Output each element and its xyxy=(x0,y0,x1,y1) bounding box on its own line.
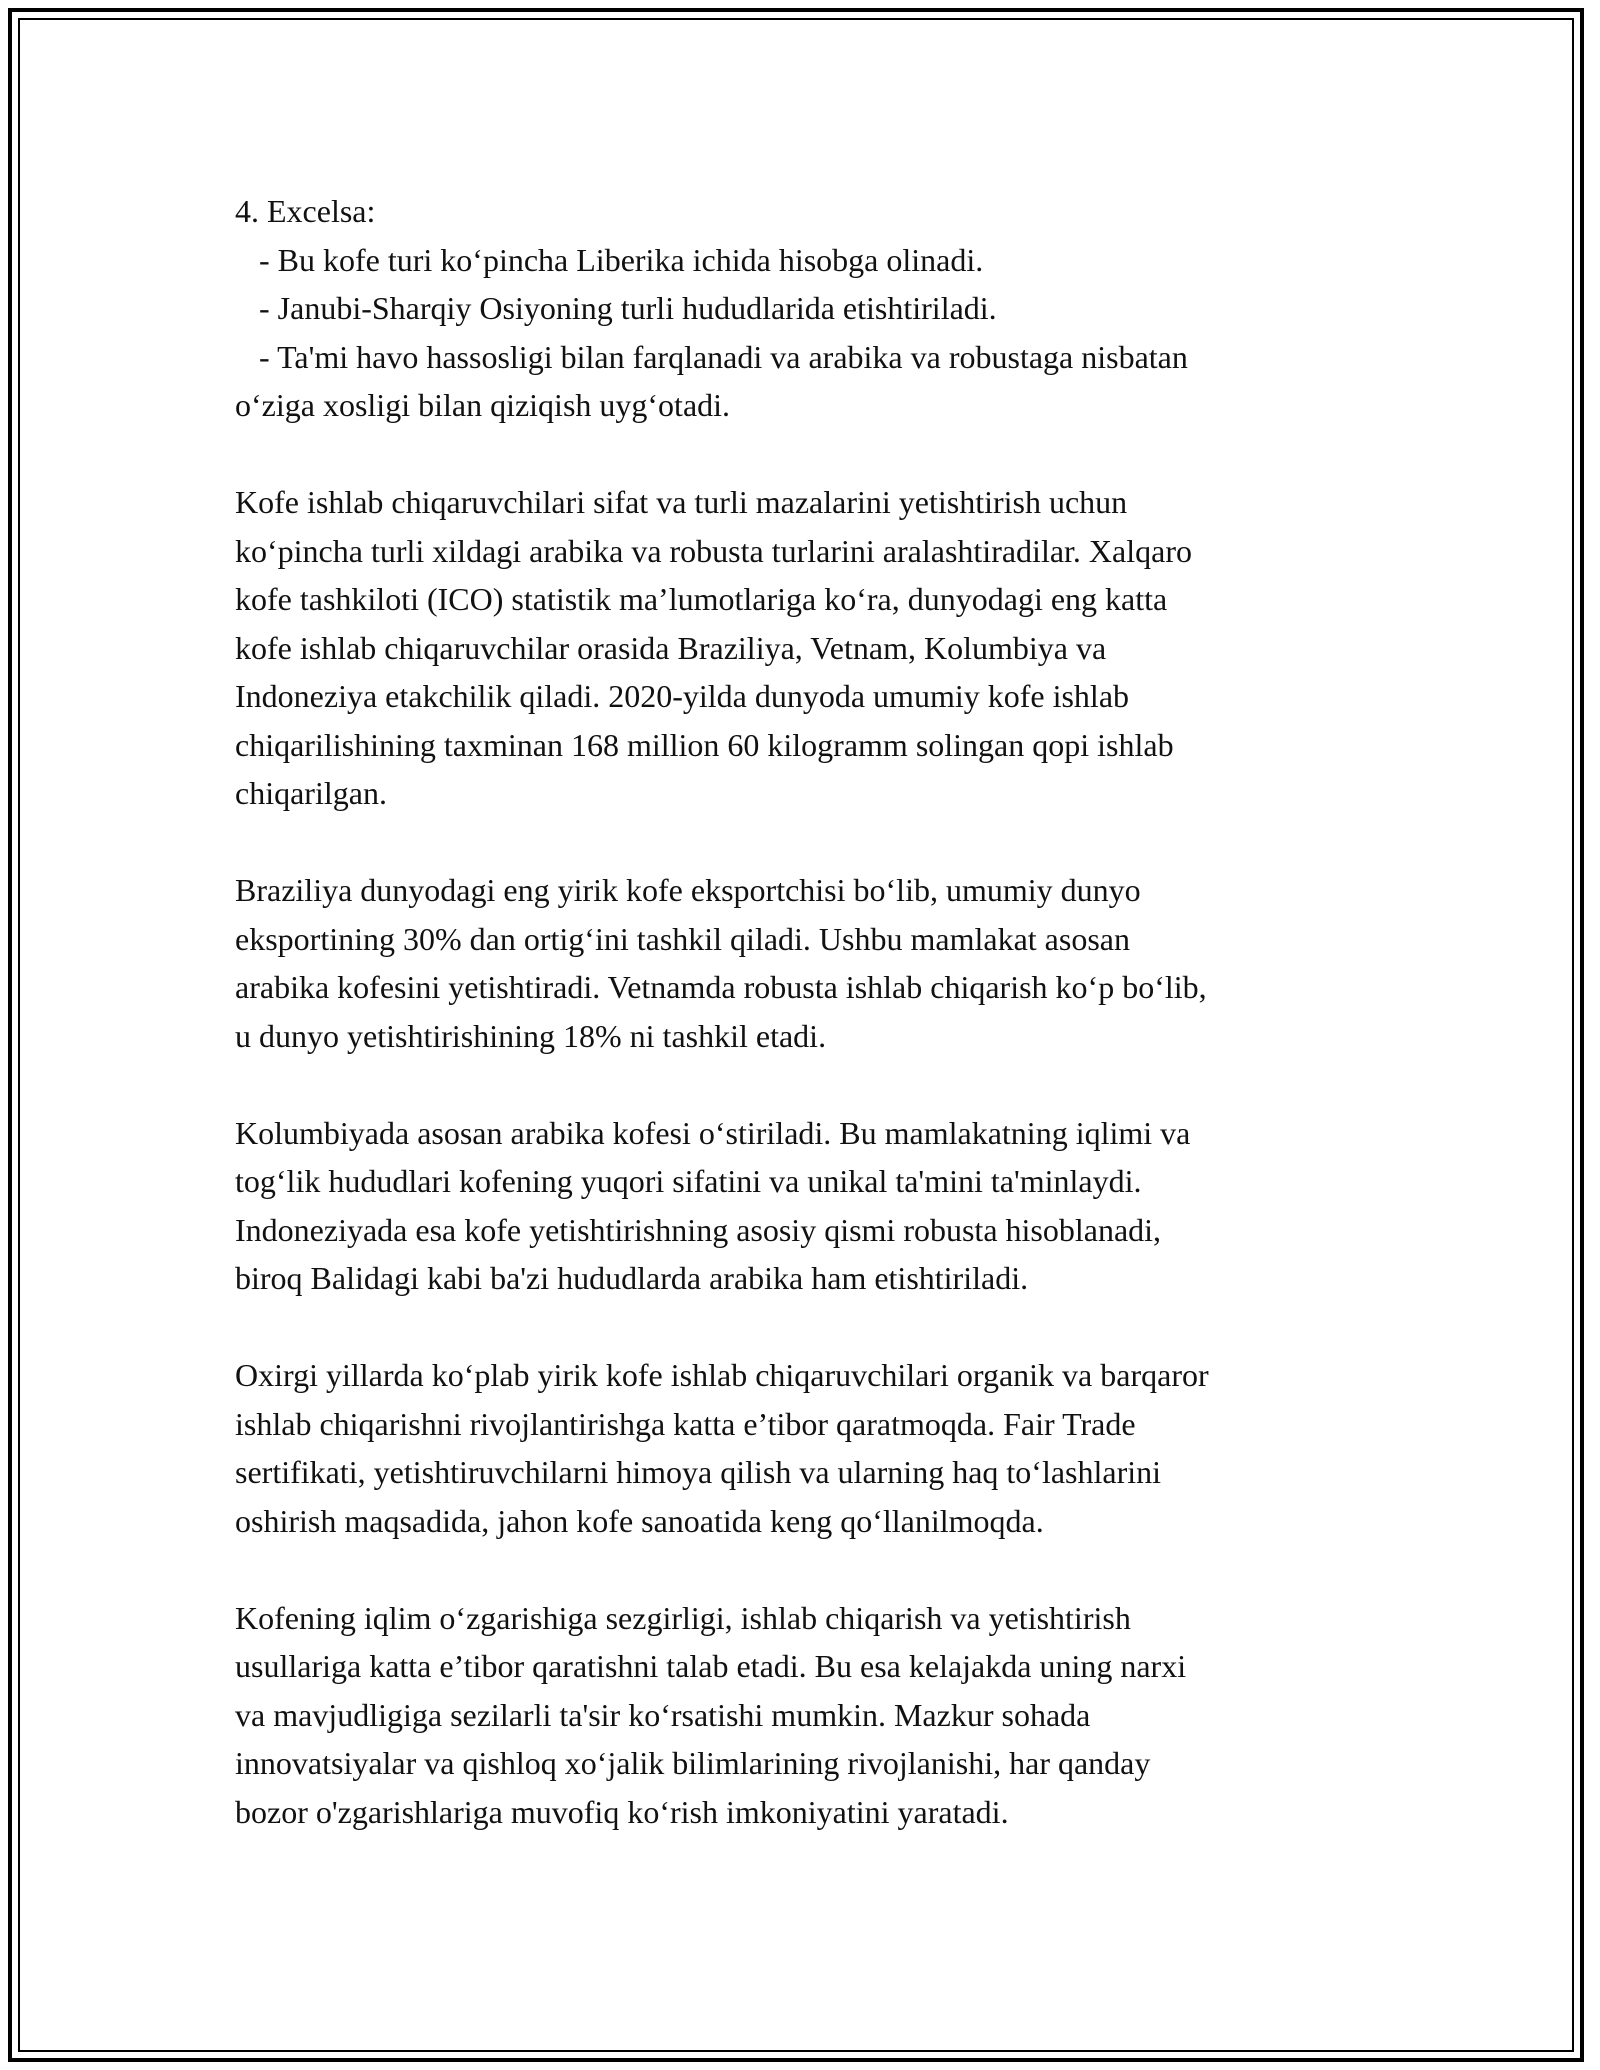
paragraph-brazil xyxy=(235,866,1370,1060)
paragraph-climate xyxy=(235,1594,1370,1837)
list-heading: 4. Excelsa: xyxy=(235,193,376,229)
text-line: Indoneziyada esa kofe yetishtirishning asosiy qismi robusta hisoblanadi, xyxy=(235,1211,1162,1248)
text-line: eksportining 30% dan ortig‘ini tashkil qiladi. Ushbu mamlakat asosan xyxy=(235,920,1130,957)
list-item: - Ta'mi havo hassosligi bilan farqlanadi va arabika va robustaga nisbatan xyxy=(235,338,1188,375)
text-line: chiqarilishining taxminan 168 million 60 kilogramm solingan qopi ishlab xyxy=(235,726,1174,763)
text-line: arabika kofesini yetishtiradi. Vetnamda robusta ishlab chiqarish ko‘p bo‘lib, xyxy=(235,969,1207,1005)
list-item: - Janubi-Sharqiy Osiyoning turli hududlarida etishtiriladi. xyxy=(235,290,997,326)
list-item: - Bu kofe turi ko‘pincha Liberika ichida hisobga olinadi. xyxy=(235,241,984,278)
text-line: biroq Balidagi kabi ba'zi hududlarda arabika ham etishtiriladi. xyxy=(235,1260,1029,1296)
text-line: innovatsiyalar va qishloq xo‘jalik bilimlarining rivojlanishi, har qanday xyxy=(235,1745,1151,1781)
text-line: tog‘lik hududlari kofening yuqori sifatini va unikal ta'mini ta'minlaydi. xyxy=(235,1163,1142,1199)
text-line: Kolumbiyada asosan arabika kofesi o‘stiriladi. Bu mamlakatning iqlimi va xyxy=(235,1114,1191,1151)
text-line: ishlab chiqarishni rivojlantirishga katta e’tibor qaratmoqda. Fair Trade xyxy=(235,1405,1136,1442)
text-line: Kofe ishlab chiqaruvchilari sifat va turli mazalarini yetishtirish uchun xyxy=(235,484,1128,520)
document-body xyxy=(235,187,1370,1836)
list-item-continuation: o‘ziga xosligi bilan qiziqish uyg‘otadi. xyxy=(235,387,731,423)
text-line: ko‘pincha turli xildagi arabika va robusta turlarini aralashtiradilar. Xalqaro xyxy=(235,532,1192,569)
text-line: kofe tashkiloti (ICO) statistik ma’lumotlariga ko‘ra, dunyodagi eng katta xyxy=(235,581,1168,617)
text-line: chiqarilgan. xyxy=(235,775,387,811)
text-line: Oxirgi yillarda ko‘plab yirik kofe ishlab chiqaruvchilari organik va barqaror xyxy=(235,1357,1209,1393)
text-line: va mavjudligiga sezilarli ta'sir ko‘rsatishi mumkin. Mazkur sohada xyxy=(235,1696,1091,1733)
text-line: oshirish maqsadida, jahon kofe sanoatida keng qo‘llanilmoqda. xyxy=(235,1502,1044,1539)
text-line: Braziliya dunyodagi eng yirik kofe eksportchisi bo‘lib, umumiy dunyo xyxy=(235,872,1141,908)
paragraph-colombia xyxy=(235,1109,1370,1303)
text-line: usullariga katta e’tibor qaratishni talab etadi. Bu esa kelajakda uning narxi xyxy=(235,1648,1187,1684)
text-line: Kofening iqlim o‘zgarishiga sezgirligi, ishlab chiqarish va yetishtirish xyxy=(235,1599,1131,1636)
text-line: sertifikati, yetishtiruvchilarni himoya qilish va ularning haq to‘lashlarini xyxy=(235,1454,1162,1490)
text-line: kofe ishlab chiqaruvchilar orasida Braziliya, Vetnam, Kolumbiya va xyxy=(235,629,1107,666)
text-line: u dunyo yetishtirishining 18% ni tashkil etadi. xyxy=(235,1017,827,1054)
paragraph-producers xyxy=(235,478,1370,818)
text-line: bozor o'zgarishlariga muvofiq ko‘rish imkoniyatini yaratadi. xyxy=(235,1793,1009,1830)
text-line: Indoneziya etakchilik qiladi. 2020-yilda dunyoda umumiy kofe ishlab xyxy=(235,678,1130,714)
paragraph-excelsa xyxy=(235,187,1370,430)
paragraph-sustainability xyxy=(235,1351,1370,1545)
